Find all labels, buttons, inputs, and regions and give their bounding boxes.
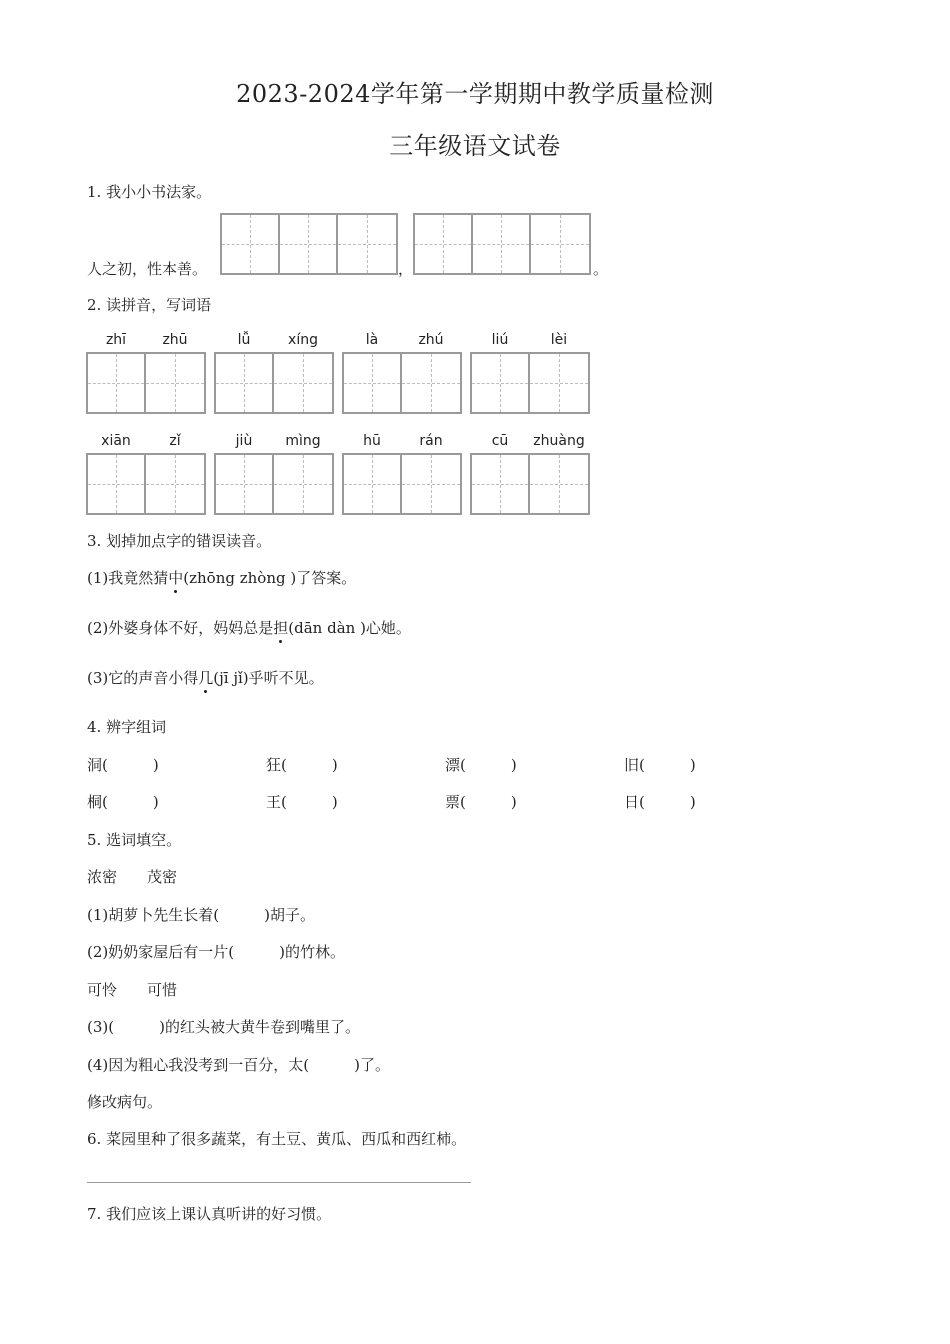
pinyin: zhú <box>418 332 444 348</box>
pinyin: rán <box>419 433 443 449</box>
q3-label: 3. 划掉加点字的错误读音。 <box>87 532 272 550</box>
word-grid[interactable] <box>214 352 334 414</box>
q3-item-1 <box>87 567 356 588</box>
q3-item-pre: (3)它的声音小得 <box>87 669 199 687</box>
pinyin: lèi <box>550 332 568 348</box>
pinyin: hū <box>363 433 381 449</box>
q4-item[interactable]: 漂( ) <box>445 756 517 774</box>
pinyin: zhū <box>162 332 188 348</box>
q6-label: 6. 菜园里种了很多蔬菜，有土豆、黄瓜、西瓜和西红柿。 <box>87 1130 467 1148</box>
q3-item-post[interactable]: (dān dàn )心她。 <box>288 619 411 637</box>
q4-item[interactable]: 票( ) <box>445 793 517 811</box>
dotted-char: 中 <box>168 569 184 587</box>
pinyin: lǚ <box>237 332 251 348</box>
word-grid[interactable] <box>342 453 462 515</box>
pinyin: zhuàng <box>533 433 585 449</box>
pinyin: xíng <box>288 332 318 348</box>
q5-sentence-2[interactable]: (2)奶奶家屋后有一片( )的竹林。 <box>87 943 345 961</box>
q3-item-post[interactable]: (zhōng zhòng )了答案。 <box>183 569 357 587</box>
q4-item[interactable]: 王( ) <box>266 793 338 811</box>
dotted-char: 担 <box>273 619 289 637</box>
q1-text: 人之初，性本善。 <box>87 260 208 278</box>
word-grid[interactable] <box>86 352 206 414</box>
q5-word-choices-1: 浓密 茂密 <box>87 868 178 886</box>
q3-item-pre: (2)外婆身体不好，妈妈总是 <box>87 619 274 637</box>
word-grid[interactable] <box>342 352 462 414</box>
pinyin: mìng <box>285 433 321 449</box>
q4-item[interactable]: 狂( ) <box>266 756 338 774</box>
pinyin: cū <box>491 433 509 449</box>
pinyin: zhī <box>105 332 127 348</box>
q4-item[interactable]: 旧( ) <box>624 756 696 774</box>
q1-grid-2[interactable] <box>413 213 591 275</box>
q2-label: 2. 读拼音，写词语 <box>87 296 212 314</box>
word-grid[interactable] <box>470 352 590 414</box>
pinyin: jiù <box>235 433 253 449</box>
pinyin: liú <box>491 332 509 348</box>
word-grid[interactable] <box>214 453 334 515</box>
q1-grid-1[interactable] <box>220 213 398 275</box>
pinyin: là <box>365 332 379 348</box>
q7-label: 7. 我们应该上课认真听讲的好习惯。 <box>87 1205 332 1223</box>
q1-comma: ， <box>398 260 414 278</box>
q5-label: 5. 选词填空。 <box>87 831 182 849</box>
section-heading: 修改病句。 <box>87 1093 163 1111</box>
q6-answer-line[interactable] <box>87 1182 471 1183</box>
q5-word-choices-2: 可怜 可惜 <box>87 981 178 999</box>
q3-item-post[interactable]: (jī jǐ)乎听不见。 <box>213 669 324 687</box>
q5-sentence-3[interactable]: (3)( )的红头被大黄牛卷到嘴里了。 <box>87 1018 360 1036</box>
dotted-char: 几 <box>198 669 214 687</box>
q1-label: 1. 我小小书法家。 <box>87 183 212 201</box>
q3-item-3 <box>87 667 324 688</box>
q4-item[interactable]: 日( ) <box>624 793 696 811</box>
q4-item[interactable]: 洞( ) <box>87 756 159 774</box>
q5-sentence-1[interactable]: (1)胡萝卜先生长着( )胡子。 <box>87 906 315 924</box>
pinyin: xiān <box>101 433 131 449</box>
pinyin: zǐ <box>169 433 181 449</box>
q4-item[interactable]: 桐( ) <box>87 793 159 811</box>
q3-item-2 <box>87 617 411 638</box>
q5-sentence-4[interactable]: (4)因为粗心我没考到一百分，太( )了。 <box>87 1056 390 1074</box>
q4-label: 4. 辨字组词 <box>87 718 167 736</box>
q1-period: 。 <box>593 260 609 278</box>
page-subtitle: 三年级语文试卷 <box>389 132 561 160</box>
q3-item-pre: (1)我竟然猜 <box>87 569 169 587</box>
word-grid[interactable] <box>86 453 206 515</box>
word-grid[interactable] <box>470 453 590 515</box>
page-title: 2023-2024学年第一学期期中教学质量检测 <box>236 80 714 108</box>
